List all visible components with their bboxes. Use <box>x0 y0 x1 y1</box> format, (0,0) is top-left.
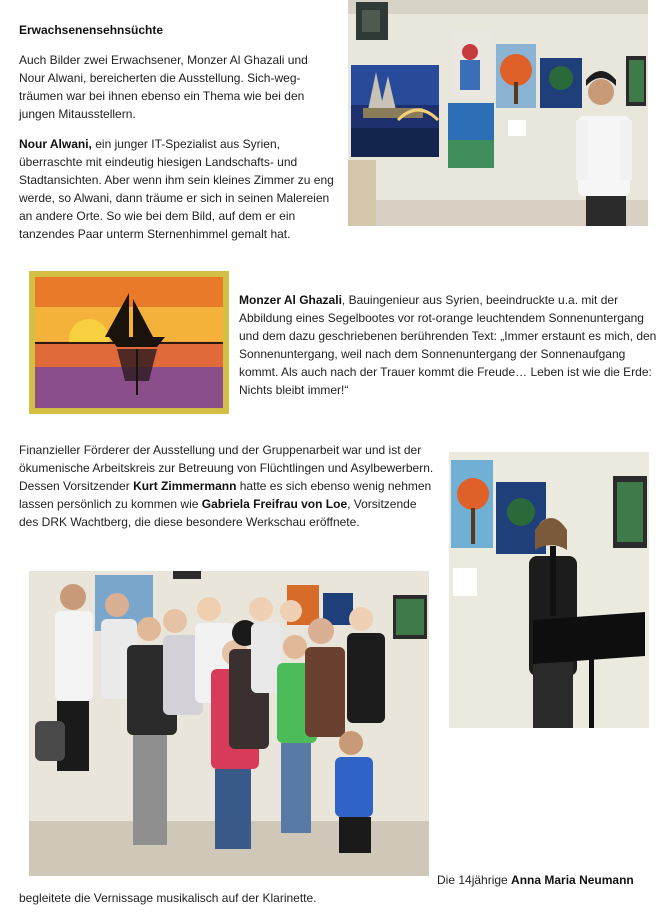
gabriela-name: Gabriela Freifrau von Loe <box>201 497 348 511</box>
nour-paragraph <box>19 135 337 243</box>
monzer-name: Monzer Al Ghazali <box>239 293 342 307</box>
intro-paragraph: Auch Bilder zwei Erwachsener, Monzer Al Ghazali und Nour Alwani, bereicherten die Ausstellung. Sich-weg-träumen war bei ihnen ebenso ein Thema wie bei den jungen Mitausstellern. <box>19 53 308 121</box>
caption-line-2: begleitete die Vernissage musikalisch auf der Klarinette. <box>19 891 317 905</box>
monzer-text: , Bauingenieur aus Syrien, beeindruckte u.a. mit der Abbildung eines Segelbootes vor rot-orange leuchtendem Sonnenuntergang und dem dazu geschriebenen berührenden Text: „Immer erstaunt es mich, den Sonnenuntergang, weil nach dem Sonnenuntergang der Sonnenaufgang kommt. Als auch nach der Trauer kommt die Freude… Leben ist wie die Erde: Nichts bleibt immer!“ <box>239 293 657 397</box>
nour-name: Nour Alwani, <box>19 137 92 151</box>
nour-text: ein junger IT-Spezialist aus Syrien, überraschte mit eindeutig hiesigen Landschafts- und Stadtansichten. Aber wenn ihm sein kleines Zimmer zu eng werde, so Alwani, dann träume er sich in seinen Malereien an andere Orte. So wie bei dem Bild, auf dem er ein tanzendes Paar unterm Sternenhimmel gemalt hat. <box>19 137 334 241</box>
monzer-paragraph <box>239 291 659 399</box>
kurt-name: Kurt Zimmermann <box>133 479 237 493</box>
funding-paragraph <box>19 441 439 531</box>
gallery-photo-nour <box>348 0 648 226</box>
caption-prefix: Die 14jährige <box>437 873 512 887</box>
section-heading: Erwachsenensehnsüchte <box>19 23 164 37</box>
anna-name: Anna Maria Neumann <box>511 873 634 887</box>
caption-line-1 <box>437 871 662 889</box>
sailboat-painting <box>29 271 229 414</box>
clarinet-player-photo <box>449 452 649 728</box>
funding-text-c: , Vorsitzende des DRK Wachtberg, die diese besondere Werkschau eröffnete. <box>19 497 417 529</box>
funding-text-b: hatte es sich ebenso wenig nehmen lassen persönlich zu kommen wie <box>19 479 432 511</box>
funding-text-a: Finanzieller Förderer der Ausstellung und der Gruppenarbeit war und ist der ökumenische Arbeitskreis zur Betreuung von Flüchtlingen und Asylbewerbern. Dessen Vorsitzender <box>19 443 434 493</box>
group-photo <box>29 571 429 876</box>
